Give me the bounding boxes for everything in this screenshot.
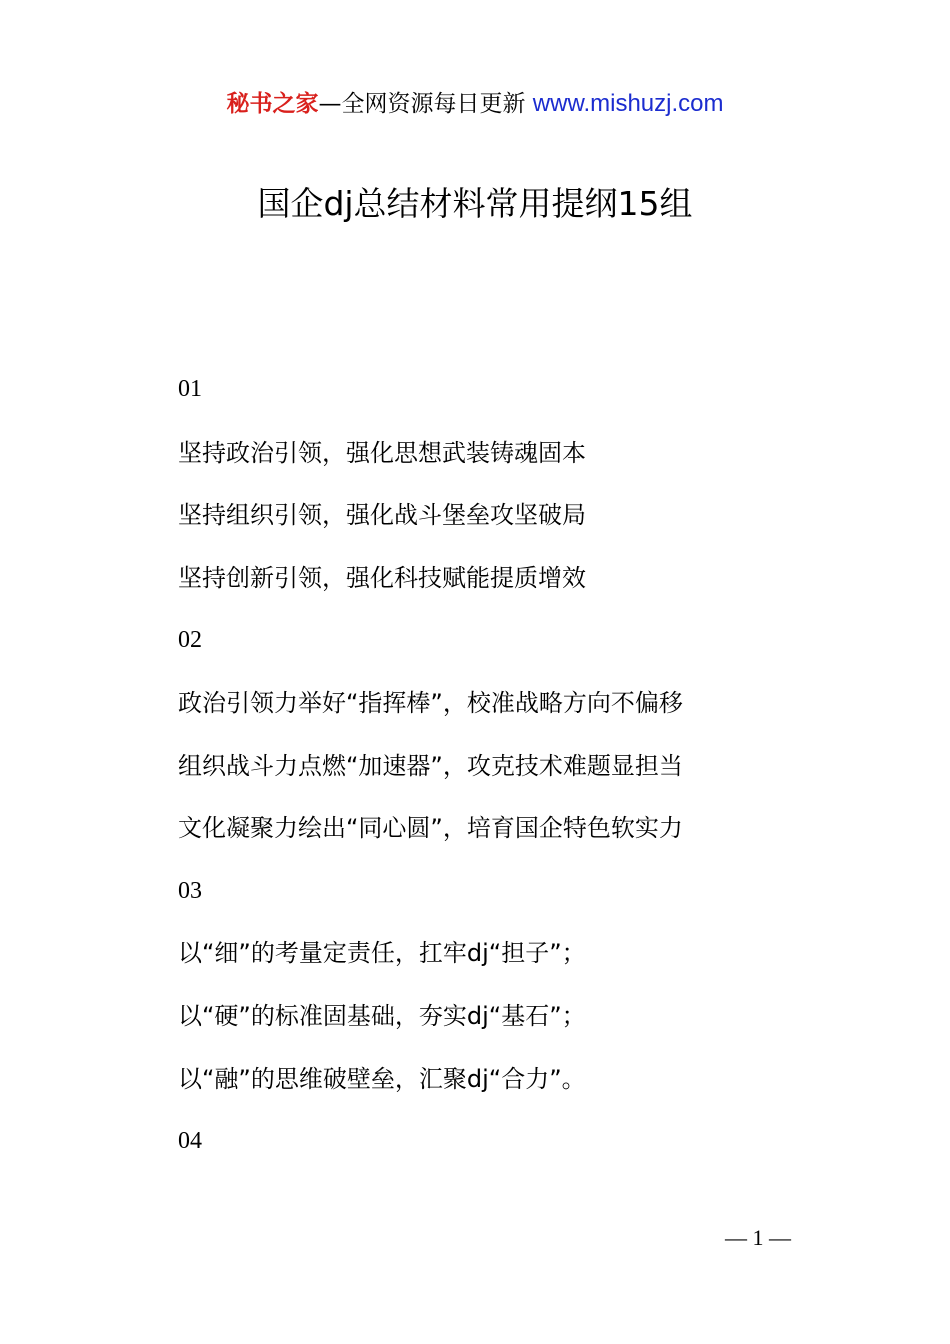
- outline-line: 文化凝聚力绘出“同心圆”，培育国企特色软实力: [178, 814, 683, 842]
- outline-line: 以“硬”的标准固基础，夯实dj“基石”；: [178, 1002, 586, 1030]
- outline-line: 以“融”的思维破壁垒，汇聚dj“合力”。: [178, 1065, 586, 1093]
- section-number: 03: [178, 878, 202, 904]
- section-number: 01: [178, 376, 202, 402]
- site-url-link[interactable]: www.mishuzj.com: [532, 90, 724, 117]
- section-number: 04: [178, 1128, 202, 1154]
- site-banner: [0, 88, 950, 120]
- outline-line: 政治引领力举好“指挥棒”，校准战略方向不偏移: [178, 689, 683, 717]
- outline-line: 组织战斗力点燃“加速器”，攻克技术难题显担当: [178, 752, 683, 780]
- page-number: — 1 —: [725, 1225, 791, 1250]
- site-tagline: —全网资源每日更新: [318, 91, 526, 117]
- document-title: 国企dj总结材料常用提纲15组: [257, 184, 693, 223]
- outline-line: 坚持政治引领，强化思想武装铸魂固本: [178, 439, 586, 467]
- site-brand: 秘书之家: [226, 91, 319, 117]
- outline-line: 坚持组织引领，强化战斗堡垒攻坚破局: [178, 501, 586, 529]
- outline-line: 以“细”的考量定责任，扛牢dj“担子”；: [178, 939, 586, 967]
- outline-line: 坚持创新引领，强化科技赋能提质增效: [178, 564, 586, 592]
- section-number: 02: [178, 627, 202, 653]
